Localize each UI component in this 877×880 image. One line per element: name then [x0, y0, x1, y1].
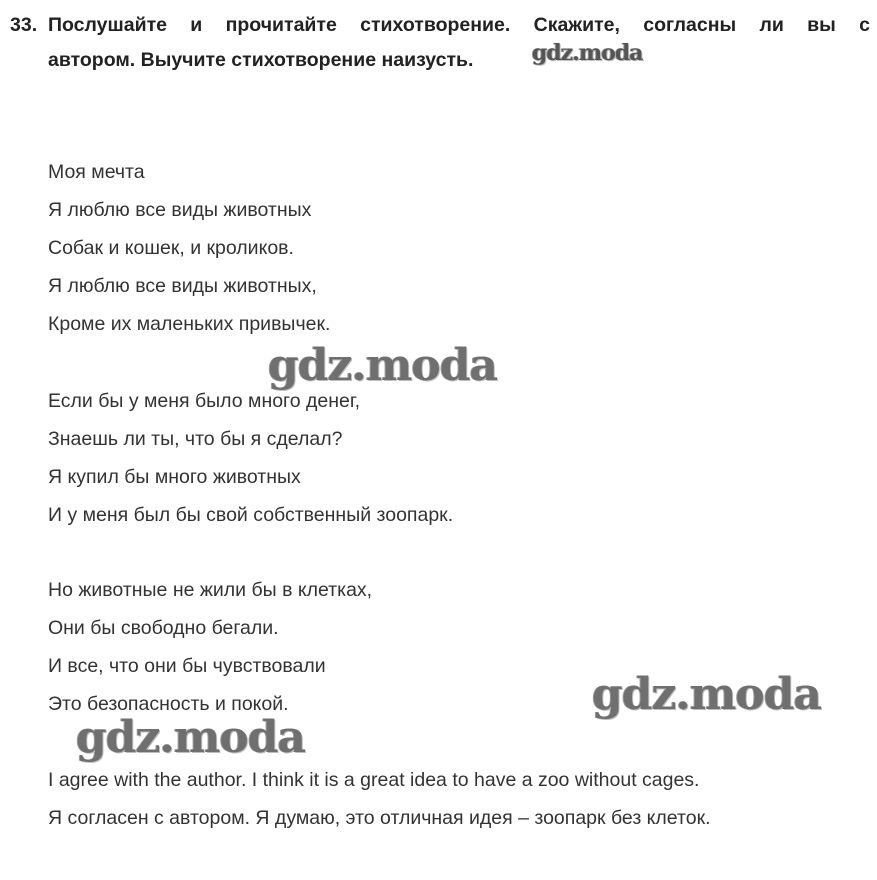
poem-line: Собак и кошек, и кроликов.	[48, 237, 294, 259]
watermark-logo: gdz.moda	[268, 340, 498, 391]
task-heading	[10, 8, 870, 78]
answer-russian: Я согласен с автором. Я думаю, это отличная идея – зоопарк без клеток.	[48, 807, 711, 829]
poem-line: Они бы свободно бегали.	[48, 617, 279, 639]
task-line-1	[10, 8, 870, 43]
poem-line: Это безопасность и покой.	[48, 693, 289, 715]
poem-line: Но животные не жили бы в клетках,	[48, 579, 373, 601]
task-line-2	[10, 43, 870, 78]
poem-line: Кроме их маленьких привычек.	[48, 313, 331, 335]
answer-english: I agree with the author. I think it is a great idea to have a zoo without cages.	[48, 769, 700, 791]
poem-line: Я люблю все виды животных	[48, 199, 312, 221]
poem-line: Я купил бы много животных	[48, 466, 301, 488]
poem-title: Моя мечта	[48, 161, 145, 183]
task-instruction-1: Послушайте и прочитайте стихотворение. Скажите, согласны ли вы с	[48, 14, 870, 36]
watermark-logo: gdz.moda	[76, 712, 306, 763]
task-instruction-2: автором. Выучите стихотворение наизусть.	[48, 49, 474, 71]
poem-line: Знаешь ли ты, что бы я сделал?	[48, 428, 343, 450]
task-number: 33.	[10, 14, 38, 36]
watermark-logo: gdz.moda	[532, 40, 643, 66]
poem-line: Я люблю все виды животных,	[48, 275, 317, 297]
poem-line: И все, что они бы чувствовали	[48, 655, 326, 677]
poem-line: Если бы у меня было много денег,	[48, 390, 360, 412]
watermark-logo: gdz.moda	[592, 669, 822, 720]
poem-line: И у меня был бы свой собственный зоопарк.	[48, 504, 454, 526]
